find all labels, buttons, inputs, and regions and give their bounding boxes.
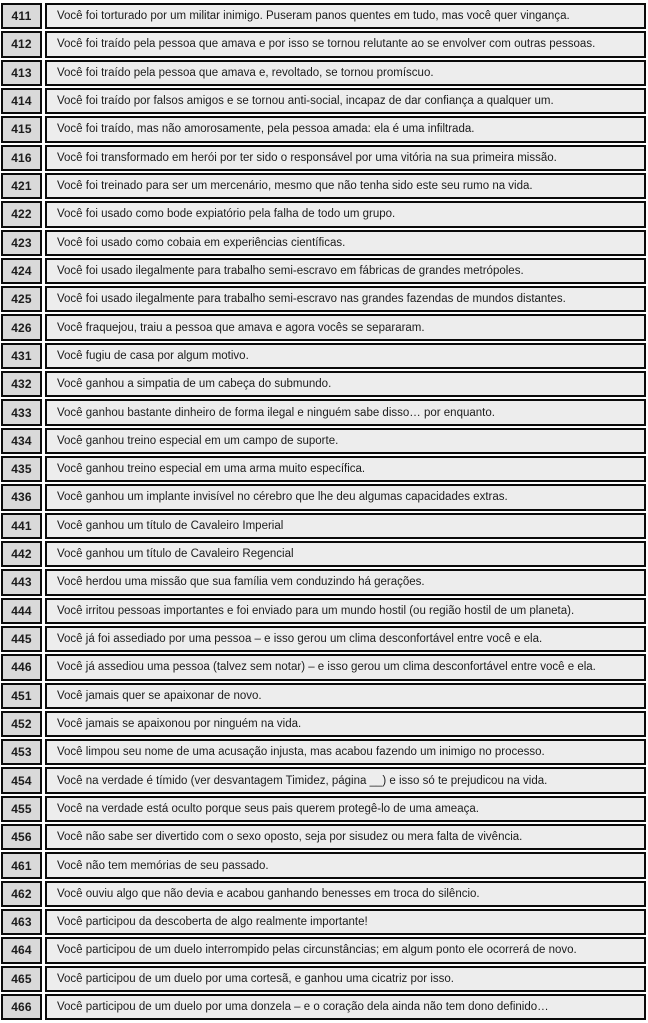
event-text-cell: Você jamais se apaixonou por ninguém na vida. (45, 711, 646, 737)
event-text-cell: Você foi traído pela pessoa que amava e por isso se tornou relutante ao se envolver com outras pessoas. (45, 31, 646, 57)
roll-number-cell: 423 (1, 230, 42, 256)
event-text-cell: Você foi usado como cobaia em experiências científicas. (45, 230, 646, 256)
table-row (1, 88, 646, 114)
event-text-cell: Você fraquejou, traiu a pessoa que amava e agora vocês se separaram. (45, 314, 646, 340)
roll-number-cell: 454 (1, 767, 42, 793)
table-row (1, 796, 646, 822)
event-text-cell: Você já foi assediado por uma pessoa – e isso gerou um clima desconfortável entre você e ela. (45, 626, 646, 652)
roll-number-cell: 411 (1, 3, 42, 29)
roll-number-cell: 425 (1, 286, 42, 312)
table-row (1, 683, 646, 709)
table-row (1, 60, 646, 86)
event-text-cell: Você foi usado ilegalmente para trabalho semi-escravo em fábricas de grandes metrópoles. (45, 258, 646, 284)
table-row (1, 994, 646, 1020)
table-row (1, 881, 646, 907)
roll-number-cell: 412 (1, 31, 42, 57)
event-text-cell: Você participou da descoberta de algo realmente importante! (45, 909, 646, 935)
event-text-cell: Você na verdade está oculto porque seus pais querem protegê-lo de uma ameaça. (45, 796, 646, 822)
event-text-cell: Você foi torturado por um militar inimigo. Puseram panos quentes em tudo, mas você quer vingança. (45, 3, 646, 29)
event-text-cell: Você participou de um duelo interrompido pelas circunstâncias; em algum ponto ele ocorrerá de novo. (45, 937, 646, 963)
roll-number-cell: 426 (1, 314, 42, 340)
event-text-cell: Você ganhou treino especial em um campo de suporte. (45, 428, 646, 454)
table-row (1, 513, 646, 539)
table-row (1, 711, 646, 737)
roll-number-cell: 455 (1, 796, 42, 822)
table-row (1, 569, 646, 595)
roll-number-cell: 431 (1, 343, 42, 369)
table-row (1, 541, 646, 567)
table-row (1, 484, 646, 510)
event-text-cell: Você ouviu algo que não devia e acabou ganhando benesses em troca do silêncio. (45, 881, 646, 907)
roll-number-cell: 442 (1, 541, 42, 567)
roll-number-cell: 461 (1, 852, 42, 878)
event-text-cell: Você foi usado ilegalmente para trabalho semi-escravo nas grandes fazendas de mundos distantes. (45, 286, 646, 312)
table-row (1, 201, 646, 227)
roll-number-cell: 424 (1, 258, 42, 284)
roll-number-cell: 453 (1, 739, 42, 765)
roll-number-cell: 456 (1, 824, 42, 850)
table-row (1, 824, 646, 850)
event-text-cell: Você irritou pessoas importantes e foi enviado para um mundo hostil (ou região hostil de um planeta). (45, 598, 646, 624)
roll-number-cell: 422 (1, 201, 42, 227)
event-text-cell: Você limpou seu nome de uma acusação injusta, mas acabou fazendo um inimigo no processo. (45, 739, 646, 765)
table-row (1, 145, 646, 171)
roll-number-cell: 444 (1, 598, 42, 624)
roll-number-cell: 451 (1, 683, 42, 709)
roll-number-cell: 436 (1, 484, 42, 510)
event-text-cell: Você ganhou um título de Cavaleiro Imperial (45, 513, 646, 539)
roll-number-cell: 466 (1, 994, 42, 1020)
table-row (1, 173, 646, 199)
table-row (1, 852, 646, 878)
roll-number-cell: 435 (1, 456, 42, 482)
table-row (1, 739, 646, 765)
roll-number-cell: 421 (1, 173, 42, 199)
table-row (1, 399, 646, 425)
event-text-cell: Você participou de um duelo por uma donzela – e o coração dela ainda não tem dono definido… (45, 994, 646, 1020)
event-text-cell: Você jamais quer se apaixonar de novo. (45, 683, 646, 709)
event-text-cell: Você ganhou a simpatia de um cabeça do submundo. (45, 371, 646, 397)
event-text-cell: Você ganhou treino especial em uma arma muito específica. (45, 456, 646, 482)
table-row (1, 258, 646, 284)
event-text-cell: Você já assediou uma pessoa (talvez sem notar) – e isso gerou um clima desconfortável entre você e ela. (45, 654, 646, 680)
table-row (1, 937, 646, 963)
event-text-cell: Você foi transformado em herói por ter sido o responsável por uma vitória na sua primeira missão. (45, 145, 646, 171)
roll-number-cell: 441 (1, 513, 42, 539)
event-text-cell: Você foi usado como bode expiatório pela falha de todo um grupo. (45, 201, 646, 227)
table-row (1, 3, 646, 29)
roll-number-cell: 414 (1, 88, 42, 114)
roll-number-cell: 452 (1, 711, 42, 737)
table-row (1, 371, 646, 397)
table-row (1, 230, 646, 256)
event-text-cell: Você na verdade é tímido (ver desvantagem Timidez, página __) e isso só te prejudicou na vida. (45, 767, 646, 793)
roll-number-cell: 465 (1, 966, 42, 992)
table-row (1, 966, 646, 992)
table-row (1, 31, 646, 57)
event-text-cell: Você participou de um duelo por uma cortesã, e ganhou uma cicatriz por isso. (45, 966, 646, 992)
roll-number-cell: 443 (1, 569, 42, 595)
table-row (1, 428, 646, 454)
roll-number-cell: 434 (1, 428, 42, 454)
table-row (1, 286, 646, 312)
roll-number-cell: 445 (1, 626, 42, 652)
event-text-cell: Você foi traído por falsos amigos e se tornou anti-social, incapaz de dar confiança a qualquer um. (45, 88, 646, 114)
table-row (1, 654, 646, 680)
roll-number-cell: 416 (1, 145, 42, 171)
event-text-cell: Você não sabe ser divertido com o sexo oposto, seja por sisudez ou mera falta de vivência. (45, 824, 646, 850)
event-text-cell: Você foi traído, mas não amorosamente, pela pessoa amada: ela é uma infiltrada. (45, 116, 646, 142)
event-text-cell: Você herdou uma missão que sua família vem conduzindo há gerações. (45, 569, 646, 595)
roll-number-cell: 413 (1, 60, 42, 86)
roll-number-cell: 463 (1, 909, 42, 935)
event-text-cell: Você foi treinado para ser um mercenário, mesmo que não tenha sido este seu rumo na vida. (45, 173, 646, 199)
roll-number-cell: 462 (1, 881, 42, 907)
roll-number-cell: 446 (1, 654, 42, 680)
event-text-cell: Você ganhou um implante invisível no cérebro que lhe deu algumas capacidades extras. (45, 484, 646, 510)
roll-number-cell: 415 (1, 116, 42, 142)
event-text-cell: Você ganhou bastante dinheiro de forma ilegal e ninguém sabe disso… por enquanto. (45, 399, 646, 425)
table-row (1, 314, 646, 340)
event-text-cell: Você fugiu de casa por algum motivo. (45, 343, 646, 369)
table-row (1, 456, 646, 482)
event-text-cell: Você não tem memórias de seu passado. (45, 852, 646, 878)
table-row (1, 767, 646, 793)
table-row (1, 909, 646, 935)
event-text-cell: Você foi traído pela pessoa que amava e, revoltado, se tornou promíscuo. (45, 60, 646, 86)
roll-number-cell: 464 (1, 937, 42, 963)
table-row (1, 116, 646, 142)
table-row (1, 343, 646, 369)
roll-number-cell: 432 (1, 371, 42, 397)
roll-number-cell: 433 (1, 399, 42, 425)
table-row (1, 626, 646, 652)
table-row (1, 598, 646, 624)
event-text-cell: Você ganhou um título de Cavaleiro Regencial (45, 541, 646, 567)
